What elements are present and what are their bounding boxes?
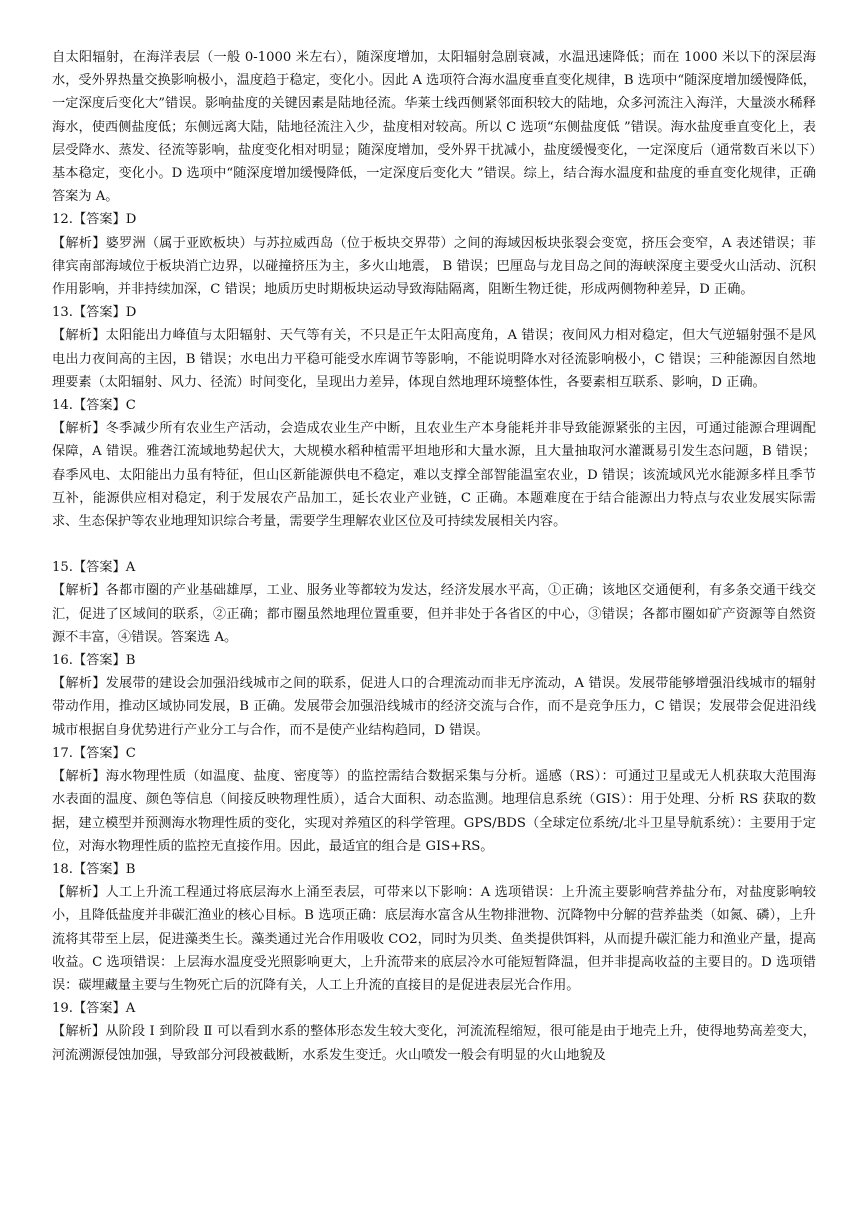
answer-label: 19.【答案】A xyxy=(52,1001,136,1017)
answer-label: 15.【答案】A xyxy=(52,560,136,576)
answer-item-18 xyxy=(52,858,816,997)
analysis-text: 【解析】太阳能出力峰值与太阳辐射、天气等有关，不只是正午太阳高度角，A 错误；夜间风力相对稳定，但大气逆辐射强不是风电出力夜间高的主因，B 错误；水电出力平稳可能受水库调节等影响，不能说明降水对径流影响极小，C 错误；三种能源因自然地理要素（太阳辐射、风力、径流）时间变化，呈现出力差异，体现自然地理环境整体性，各要素相互联系、影响，D 正确。 xyxy=(52,328,816,390)
analysis-text: 【解析】发展带的建设会加强沿线城市之间的联系，促进人口的合理流动而非无序流动，A 错误。发展带能够增强沿线城市的辐射带动作用，推动区域协同发展，B 正确。发展带会加强沿线城市的经济交流与合作，而不是竞争压力，C 错误；发展带会促进沿线城市根据自身优势进行产业分工与合作，而不是使产业结构趋同，D 错误。 xyxy=(52,676,816,738)
answer-label: 12.【答案】D xyxy=(52,212,137,228)
answer-item-17 xyxy=(52,742,816,858)
answer-label: 17.【答案】C xyxy=(52,745,136,761)
answer-item-15 xyxy=(52,556,816,649)
answer-item-19 xyxy=(52,997,816,1067)
answer-item-13 xyxy=(52,301,816,394)
answer-label: 13.【答案】D xyxy=(52,305,137,321)
answer-item-14 xyxy=(52,394,816,533)
answer-label: 14.【答案】C xyxy=(52,398,136,414)
answer-item-12 xyxy=(52,208,816,301)
analysis-text: 【解析】冬季减少所有农业生产活动，会造成农业生产中断，且农业生产本身能耗并非导致能源紧张的主因，可通过能源合理调配保障，A 错误。雅砻江流域地势起伏大，大规模水稻种植需平坦地形和大量水源，且大量抽取河水灌溉易引发生态问题，B 错误；春季风电、太阳能出力虽有特征，但山区新能源供电不稳定，难以支撑全部智能温室农业，D 错误；该流域风光水能源多样且季节互补，能源供应相对稳定，利于发展农产品加工，延长农业产业链，C 正确。本题难度在于结合能源出力特点与农业发展实际需求、生态保护等农业地理知识综合考量，需要学生理解农业区位及可持续发展相关内容。 xyxy=(52,421,816,530)
analysis-text: 【解析】人工上升流工程通过将底层海水上涌至表层，可带来以下影响：A 选项错误：上升流主要影响营养盐分布，对盐度影响较小，且降低盐度并非碳汇渔业的核心目标。B 选项正确：底层海水富含从生物排泄物、沉降物中分解的营养盐类（如氮、磷），上升流将其带至上层，促进藻类生长。藻类通过光合作用吸收 CO2，同时为贝类、鱼类提供饵料，从而提升碳汇能力和渔业产量，提高收益。C 选项错误：上层海水温度受光照影响更大，上升流带来的底层冷水可能短暂降温，但并非提高收益的主要目的。D 选项错误：碳埋藏量主要与生物死亡后的沉降有关，人工上升流的直接目的是促进表层光合作用。 xyxy=(52,885,816,993)
intro-paragraph: 自太阳辐射，在海洋表层（一般 0-1000 米左右），随深度增加，太阳辐射急剧衰减，水温迅速降低；而在 1000 米以下的深层海水，受外界热量交换影响极小，温度趋于稳定，变化小。因此 A 选项符合海水温度垂直变化规律，B 选项中“随深度增加缓慢降低，一定深度后变化大”错误。影响盐度的关键因素是陆地径流。华莱士线西侧紧邻面积较大的陆地，众多河流注入海洋，大量淡水稀释海水，使西侧盐度低；东侧远离大陆，陆地径流注入少，盐度相对较高。所以 C 选项“东侧盐度低 ”错误。海水盐度垂直变化上，表层受降水、蒸发、径流等影响，盐度变化相对明显；随深度增加，受外界干扰减小，盐度缓慢变化，一定深度后（通常数百米以下）基本稳定，变化小。D 选项中“随深度增加缓慢降低，一定深度后变化大 ”错误。综上，结合海水温度和盐度的垂直变化规律，正确答案为 A。 xyxy=(52,50,816,205)
analysis-text: 【解析】海水物理性质（如温度、盐度、密度等）的监控需结合数据采集与分析。遥感（RS）：可通过卫星或无人机获取大范围海水表面的温度、颜色等信息（间接反映物理性质），适合大面积、动态监测。地理信息系统（GIS）：用于处理、分析 RS 获取的数据，建立模型并预测海水物理性质的变化，实现对养殖区的科学管理。GPS/BDS（全球定位系统/北斗卫星导航系统）：主要用于定位，对海水物理性质的监控无直接作用。因此，最适宜的组合是 GIS+RS。 xyxy=(52,769,816,854)
section-gap xyxy=(52,533,816,556)
analysis-text: 【解析】从阶段 Ⅰ 到阶段 Ⅱ 可以看到水系的整体形态发生较大变化，河流流程缩短，很可能是由于地壳上升，使得地势高差变大，河流溯源侵蚀加强，导致部分河段被截断，水系发生变迁。火山喷发一般会有明显的火山地貌及 xyxy=(52,1024,816,1063)
answer-item-16 xyxy=(52,649,816,742)
answer-label: 18.【答案】B xyxy=(52,861,136,877)
answer-label: 16.【答案】B xyxy=(52,653,136,669)
analysis-text: 【解析】婆罗洲（属于亚欧板块）与苏拉威西岛（位于板块交界带）之间的海域因板块张裂会变宽，挤压会变窄，A 表述错误；菲律宾南部海域位于板块消亡边界，以碰撞挤压为主，多火山地震， B 错误；巴厘岛与龙目岛之间的海峡深度主要受火山活动、沉积作用影响，并非持续加深，C 错误；地质历史时期板块运动导致海陆隔离，阻断生物迁徙，形成两侧物种差异，D 正确。 xyxy=(52,235,816,298)
analysis-text: 【解析】各都市圈的产业基础雄厚，工业、服务业等都较为发达，经济发展水平高，①正确；该地区交通便利，有多条交通干线交汇，促进了区域间的联系，②正确；都市圈虽然地理位置重要，但并非处于各省区的中心，③错误；各都市圈如矿产资源等自然资源不丰富，④错误。答案选 A。 xyxy=(52,583,816,645)
